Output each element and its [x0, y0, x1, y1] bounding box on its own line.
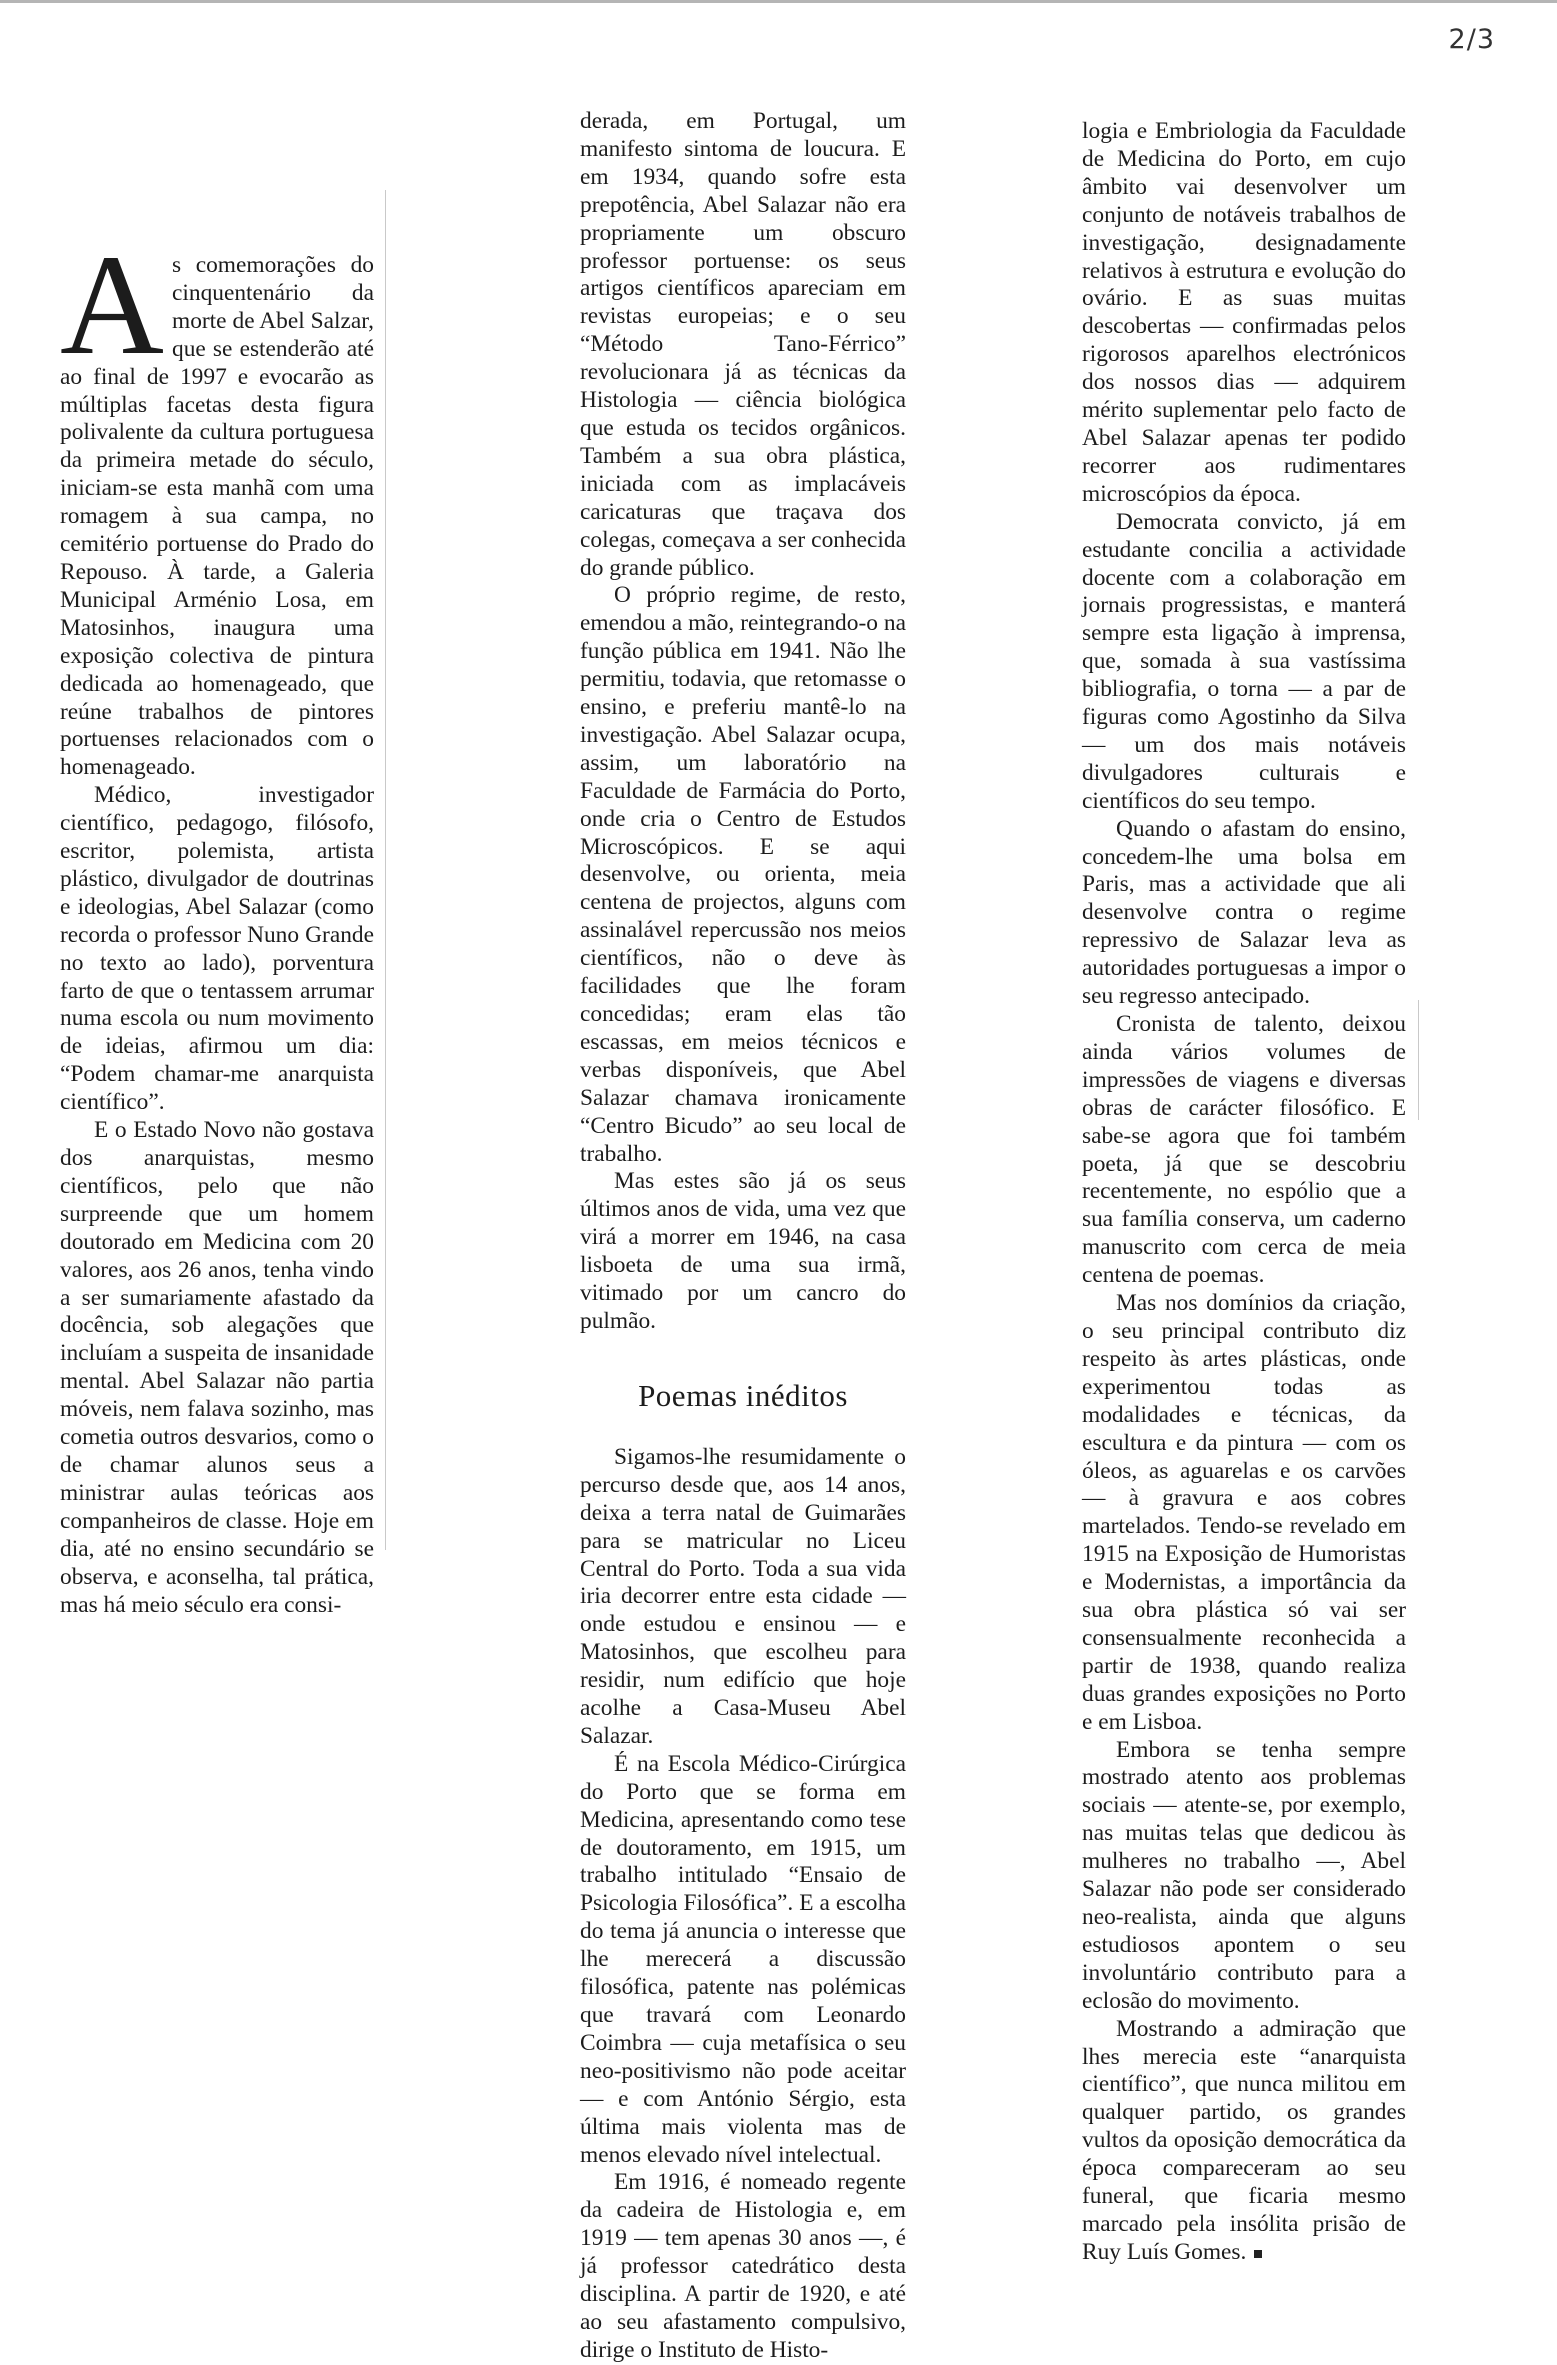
top-rule [0, 0, 1557, 3]
lead-text: s comemorações do cinquentenário da morte de Abel Salzar, que se estenderão até ao final de 1997 e evocarão as múltiplas facetas desta figura polivalente da cultura portuguesa da primeira metade do século, iniciam-se esta manhã com uma romagem à sua campa, no cemitério portuense do Prado do Repouso. À tarde, a Galeria Municipal Arménio Losa, em Matosinhos, inaugura uma exposição colectiva de pintura dedicada ao homenageado, que reúne trabalhos de pintores portuenses relacionados com o homenageado. [60, 252, 374, 781]
paragraph: É na Escola Médico-Cirúrgica do Porto que se forma em Medicina, apresentando como tese de doutoramento, em 1915, um trabalho intitulado “Ensaio de Psicologia Filosófica”. E a escolha do tema já anuncia o interesse que lhe merecerá a discussão filosófica, patente nas polémicas que travará com Leonardo Coimbra — cuja metafísica o seu neo-positivismo não pode aceitar — e com António Sérgio, esta última mais violenta mas de menos elevado nível intelectual. [580, 1750, 906, 2168]
page-number: 2/3 [1448, 24, 1495, 55]
paragraph: E o Estado Novo não gostava dos anarquistas, mesmo científicos, pelo que não surpreende que um homem doutorado em Medicina com 20 valores, aos 26 anos, tenha vindo a ser sumariamente afastado da docência, sob alegações que incluíam a suspeita de insanidade mental. Abel Salazar não partia móveis, nem falava sozinho, mas cometia outros desvarios, como o de chamar alunos seus a ministrar aulas teóricas aos companheiros de classe. Hoje em dia, até no ensino secundário se observa, e aconselha, tal prática, mas há meio século era consi- [60, 1117, 374, 1618]
end-mark-icon [1254, 2250, 1262, 2258]
paragraph: Democrata convicto, já em estudante concilia a actividade docente com a colaboração em jornais progressistas, e manterá sempre esta ligação à imprensa, que, somada à sua vastíssima bibliografia, o torna — a par de figuras como Agostinho da Silva — um dos mais notáveis divulgadores culturais e científicos do seu tempo. [1082, 508, 1406, 814]
paragraph: logia e Embriologia da Faculdade de Medicina do Porto, em cujo âmbito vai desenvolver um conjunto de notáveis trabalhos de investigação, designadamente relativos à estrutura e evolução do ovário. E as suas muitas descobertas — confirmadas pelos rigorosos aparelhos electrónicos dos nossos dias — adquirem mérito suplementar pelo facto de Abel Salazar apenas ter podido recorrer aos rudimentares microscópios da época. [1082, 118, 1406, 507]
paragraph: Mas estes são já os seus últimos anos de vida, uma vez que virá a morrer em 1946, na casa lisboeta de uma sua irmã, vitimado por um cancro do pulmão. [580, 1168, 906, 1334]
paragraph: derada, em Portugal, um manifesto sintoma de loucura. E em 1934, quando sofre esta prepotência, Abel Salazar não era propriamente um obscuro professor portuense: os seus artigos científicos apareciam em revistas europeias; e o seu “Método Tano-Férrico” revolucionara já as técnicas da Histologia — ciência biológica que estuda os tecidos orgânicos. Também a sua obra plástica, iniciada com as implacáveis caricaturas que traçava dos colegas, começava a ser conhecida do grande público. [580, 108, 906, 581]
paragraph: Mas nos domínios da criação, o seu principal contributo diz respeito às artes plásticas, onde experimentou todas as modalidades e técnicas, da escultura e da pintura — com os óleos, as aguarelas e os carvões — à gravura e aos cobres martelados. Tendo-se revelado em 1915 na Exposição de Humoristas e Modernistas, a importância da sua obra plástica só vai ser consensualmente reconhecida a partir de 1938, quando realiza duas grandes exposições no Porto e em Lisboa. [1082, 1290, 1406, 1735]
lead-paragraph [60, 226, 374, 782]
final-text: Mostrando a admiração que lhes merecia este “anarquista científico”, que nunca militou em qualquer partido, os grandes vultos da oposição democrática da época compareceram ao seu funeral, que ficaria mesmo marcado pela insólita prisão de Ruy Luís Gomes. [1082, 2015, 1406, 2265]
paragraph: Em 1916, é nomeado regente da cadeira de Histologia e, em 1919 — tem apenas 30 anos —, é já professor catedrático desta disciplina. A partir de 1920, e até ao seu afastamento compulsivo, dirige o Instituto de Histo- [580, 2169, 906, 2363]
subheading: Poemas inéditos [638, 1377, 848, 1413]
drop-cap: A [60, 226, 164, 385]
article-column-3 [1082, 118, 1406, 2268]
column-rule [1418, 1000, 1419, 1120]
column-rule [385, 190, 386, 1550]
final-paragraph [1082, 2016, 1406, 2267]
article-column-2 [580, 108, 906, 2363]
paragraph: O próprio regime, de resto, emendou a mão, reintegrando-o na função pública em 1941. Não lhe permitiu, todavia, que retomasse o ensino, e preferiu mantê-lo na investigação. Abel Salazar ocupa, assim, um laboratório na Faculdade de Farmácia do Porto, onde cria o Centro de Estudos Microscópicos. E se aqui desenvolve, ou orienta, meia centena de projectos, alguns com assinalável repercussão nos meios científicos, não o deve às facilidades que lhe foram concedidas; eram elas tão escassas, em meios técnicos e verbas disponíveis, que Abel Salazar chamava ironicamente “Centro Bicudo” ao seu local de trabalho. [580, 582, 906, 1167]
article-column-1 [60, 226, 374, 1618]
paragraph: Quando o afastam do ensino, concedem-lhe uma bolsa em Paris, mas a actividade que ali desenvolve contra o regime repressivo de Salazar leva as autoridades portuguesas a impor o seu regresso antecipado. [1082, 815, 1406, 1010]
paragraph: Cronista de talento, deixou ainda vários volumes de impressões de viagens e diversas obras de carácter filosófico. E sabe-se agora que foi também poeta, já que se descobriu recentemente, no espólio que a sua família conserva, um caderno manuscrito com cerca de meia centena de poemas. [1082, 1011, 1406, 1289]
paragraph: Médico, investigador científico, pedagogo, filósofo, escritor, polemista, artista plástico, divulgador de doutrinas e ideologias, Abel Salazar (como recorda o professor Nuno Grande no texto ao lado), porventura farto de que o tentassem arrumar numa escola ou num movimento de ideias, afirmou um dia: “Podem chamar-me anarquista científico”. [60, 782, 374, 1116]
paragraph: Embora se tenha sempre mostrado atento aos problemas sociais — atente-se, por exemplo, nas muitas telas que dedicou às mulheres no trabalho —, Abel Salazar não pode ser considerado neo-realista, ainda que alguns estudiosos apontem o seu involuntário contributo para a eclosão do movimento. [1082, 1736, 1406, 2014]
paragraph: Sigamos-lhe resumidamente o percurso desde que, aos 14 anos, deixa a terra natal de Guimarães para se matricular no Liceu Central do Porto. Toda a sua vida iria decorrer entre esta cidade — onde estudou e ensinou — e Matosinhos, que escolheu para residir, num edifício que hoje acolhe a Casa-Museu Abel Salazar. [580, 1443, 906, 1749]
